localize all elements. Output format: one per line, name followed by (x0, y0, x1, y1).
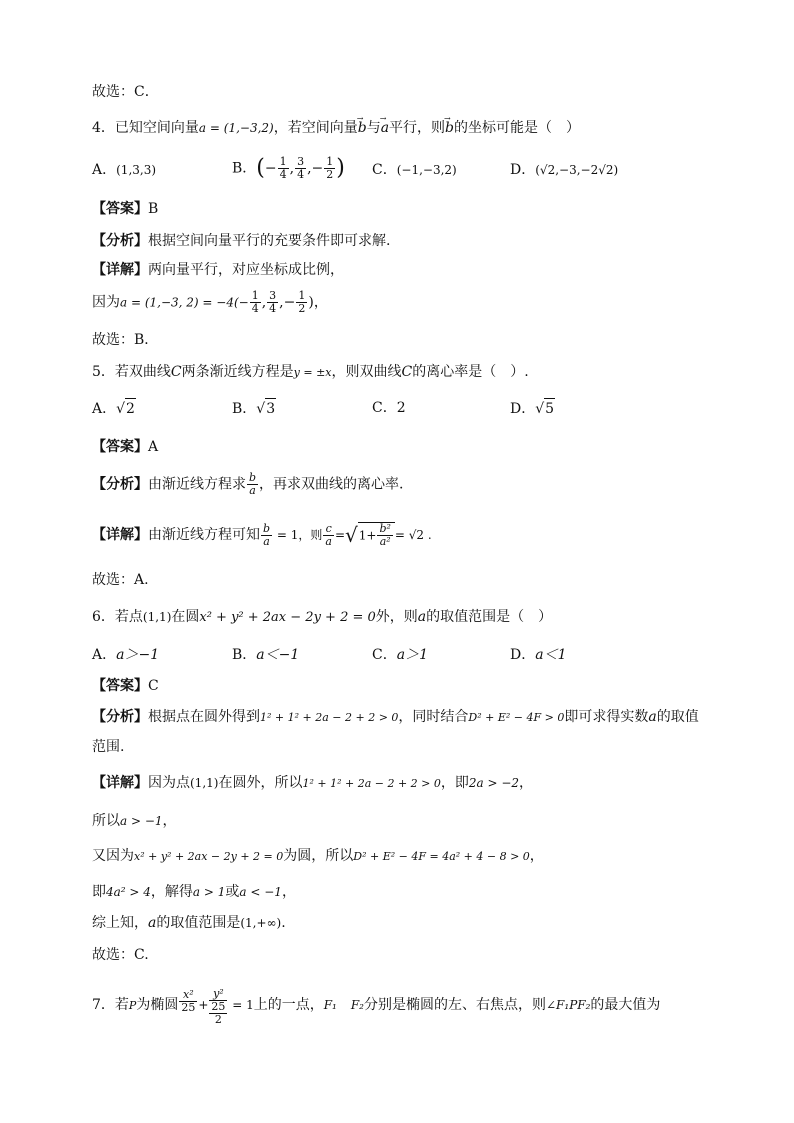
q4-vector-a-ref: → a (381, 118, 389, 138)
q6-stem-c: 外，则 (375, 609, 418, 625)
q4-detail-equation: 因为a = (1,−3, 2) = −4(− $\frac{1}{4}$ , $\frac{3}{4}$ ,− $\frac{1}{2}$ )， (92, 289, 328, 315)
detail-tag: 【详解】 (92, 262, 148, 278)
q7-stem: 7．若P为椭圆 $\frac{\text{x²}}{25}$ + y² 25 2 = 1上的一点，F₁ F₂分别是椭圆的左、右焦点，则∠F₁PF₂的最大值为 (92, 987, 661, 1026)
q6-option-b (232, 645, 299, 665)
detail-text: ， (519, 775, 534, 791)
var-f1: F₁ (323, 998, 337, 1012)
option-label: A． (92, 401, 117, 417)
detail-text: 又因为 (92, 848, 134, 864)
q7-stem-c: 上的一点， (253, 997, 324, 1013)
frac-b2-a2: $\frac{\text{b²}}{\text{a²}}$ (379, 522, 391, 548)
range: (1,+∞) (240, 916, 282, 930)
option-value: (−1,−3,2) (396, 163, 457, 177)
q4-detail (92, 260, 344, 280)
q6-detail (92, 773, 533, 794)
option-value: a＞−1 (116, 647, 160, 663)
q6-stem-a: 6．若点 (92, 609, 143, 625)
q6-summary (92, 913, 286, 933)
detail-text: 综上知， (92, 915, 148, 931)
detail-text: ，即 (440, 775, 469, 791)
q4-answer (92, 199, 158, 219)
analysis-text: 即可求得实数 (564, 709, 649, 725)
q6-also (92, 846, 544, 867)
analysis-tag: 【分析】 (92, 709, 148, 725)
q6-so (92, 811, 177, 831)
detail-text: 因为点 (148, 775, 190, 791)
q4-stem-b: ，若空间向量 (273, 120, 358, 136)
option-value: (1,3,3) (116, 163, 157, 177)
q6-final: 故选：C. (92, 947, 149, 963)
q6-option-c (372, 645, 428, 665)
frac-b-a: $\frac{b}{a}$ (263, 521, 271, 548)
q4-vector-b: → b (358, 118, 367, 138)
answer-value: B (148, 201, 159, 217)
analysis-text: 根据点在圆外得到 (148, 709, 260, 725)
option-label: A． (92, 162, 117, 178)
analysis-eq: D² + E² − 4F > 0 (468, 711, 565, 724)
var-a: a (148, 915, 157, 931)
var-a: a (648, 709, 657, 725)
detail-eq: x² + y² + 2ax − 2y + 2 = 0 (134, 850, 284, 863)
option-label: D． (510, 401, 536, 417)
detail-eq: 4a² > 4 (106, 885, 151, 899)
analysis-tag: 【分析】 (92, 233, 148, 249)
q5-answer (92, 437, 158, 457)
q4-option-a (92, 160, 156, 180)
option-label: D． (510, 647, 536, 663)
detail-eq: a < −1 (239, 885, 282, 899)
answer-tag: 【答案】 (92, 678, 148, 694)
var-c: C (170, 364, 182, 380)
q5-stem-a: 5．若双曲线 (92, 364, 171, 380)
q6-analysis-cont: 范围. (92, 739, 125, 755)
detail-text: ， (281, 884, 296, 900)
equation-text: a = (1,−3, 2) = −4(− (120, 295, 249, 310)
detail-text: 两向量平行，对应坐标成比例， (148, 262, 344, 278)
q4-stem-e: 的坐标可能是（ ） (454, 120, 581, 136)
frac-x2-25: $\frac{\text{x²}}{25}$ (181, 988, 196, 1014)
q4-stem-a: 4．已知空间向量 (92, 120, 199, 136)
q5-stem-c: ，则双曲线 (331, 364, 402, 380)
option-value: 3 (265, 398, 276, 419)
analysis-text: 根据空间向量平行的充要条件即可求解. (148, 233, 391, 249)
detail-eq: 1² + 1² + 2a − 2 + 2 > 0 (302, 777, 441, 790)
q5-option-a: A．√2 (92, 398, 136, 419)
circle-equation: x² + y² + 2ax − 2y + 2 = 0 (199, 610, 376, 625)
equation-tail: = 1 (228, 998, 254, 1012)
answer-value: C (148, 678, 159, 694)
frac-y2-25-over-2: y² 25 2 (211, 987, 226, 1026)
asymptote-eq: y = ±x (293, 366, 332, 379)
frac-1-2: $\frac{1}{2}$ (326, 155, 334, 181)
option-label: B． (232, 647, 257, 663)
q6-stem-d: 的取值范围是（ ） (426, 609, 553, 625)
q6-stem-b: 在圆 (171, 609, 200, 625)
frac-1-4: $\frac{1}{4}$ (279, 155, 287, 181)
option-value: a＜−1 (256, 647, 300, 663)
point: (1,1) (190, 776, 219, 790)
q4-stem-d: 平行，则 (389, 120, 446, 136)
q6-analysis (92, 707, 699, 728)
q5-option-d: D．√5 (510, 398, 555, 419)
option-value: 5 (544, 398, 555, 419)
detail-text: 即 (92, 884, 106, 900)
detail-text: ， (162, 813, 177, 829)
q4-analysis (92, 231, 390, 251)
detail-text: ， (529, 848, 544, 864)
q4-option-b: B．(− $\frac{1}{4}$ , $\frac{3}{4}$ ,− $\frac{1}{2}$ ) (232, 155, 345, 181)
detail-eq: a > 1 (192, 885, 226, 899)
q4-stem (92, 118, 580, 138)
frac-b-a: $\frac{b}{a}$ (249, 471, 257, 497)
line-q3-final: 故选：C． (92, 84, 159, 100)
q6-option-a (92, 645, 159, 665)
q6-option-d (510, 645, 567, 665)
detail-tag: 【详解】 (92, 527, 148, 543)
detail-text: 或 (225, 884, 240, 900)
analysis-text: 由渐近线方程求 (148, 476, 246, 493)
option-label: C． (372, 647, 397, 663)
answer-tag: 【答案】 (92, 439, 148, 455)
q5-detail: 【详解】由渐近线方程可知 $\frac{b}{a}$ = 1，则 $\frac{c}{a}$ =√1+ $\frac{\text{b²}}{\text{a²}}$ = √2 . (92, 521, 432, 548)
option-label: D． (510, 162, 536, 178)
detail-text: 在圆外，所以 (218, 775, 303, 791)
q6-solve (92, 882, 296, 902)
option-value: 2 (396, 400, 406, 416)
point: (1,1) (142, 610, 172, 624)
var-p: P (128, 999, 137, 1012)
q7-stem-e: 的最大值为 (590, 997, 661, 1013)
frac-3-4: $\frac{3}{4}$ (297, 155, 305, 181)
detail-text: . (281, 915, 286, 931)
option-label: B． (232, 401, 257, 417)
analysis-text: ，同时结合 (398, 709, 469, 725)
detail-text: 所以 (92, 813, 120, 829)
detail-text: 由渐近线方程可知 (148, 527, 260, 543)
q6-stem (92, 607, 552, 628)
q4-option-c (372, 160, 457, 180)
option-label: C． (372, 400, 397, 416)
q5-option-b: B．√3 (232, 398, 276, 419)
equation-tail: )， (308, 294, 328, 311)
analysis-tag: 【分析】 (92, 476, 148, 493)
option-value: a＞1 (396, 647, 428, 663)
var-f2: F₂ (350, 998, 364, 1012)
analysis-text: 的取值 (656, 709, 699, 725)
q4-stem-c: 与 (366, 120, 381, 136)
detail-text: 的取值范围是 (156, 915, 241, 931)
analysis-text: ，再求双曲线的离心率. (259, 476, 404, 493)
q5-analysis (92, 472, 404, 497)
q7-stem-b: 为椭圆 (136, 997, 179, 1013)
q7-stem-a: 7．若 (92, 997, 129, 1013)
detail-text: = 1，则 (273, 528, 323, 542)
detail-text: ，解得 (150, 884, 193, 900)
detail-eq: D² + E² − 4F = 4a² + 4 − 8 > 0 (353, 850, 530, 863)
var-c: C (401, 364, 413, 380)
q6-answer (92, 676, 159, 696)
angle: ∠F₁PF₂ (546, 998, 591, 1012)
option-label: A． (92, 647, 117, 663)
detail-tag: 【详解】 (92, 775, 148, 791)
detail-eq: 2a > −2 (468, 776, 520, 790)
q5-option-c (372, 398, 406, 418)
q5-stem-d: 的离心率是（ ）. (412, 364, 529, 380)
option-value: (√2,−3,−2√2) (535, 163, 619, 177)
answer-tag: 【答案】 (92, 201, 148, 217)
q4-vector-b-ref: → b (445, 118, 454, 138)
option-label: C． (372, 162, 397, 178)
because-text: 因为 (92, 294, 120, 311)
detail-text: 为圆，所以 (283, 848, 354, 864)
detail-text: = √2 . (394, 528, 432, 542)
frac-c-a: $\frac{c}{a}$ (325, 521, 332, 548)
frac-3-4: $\frac{3}{4}$ (269, 289, 277, 315)
var-a: a (417, 609, 427, 625)
q4-option-d (510, 160, 618, 180)
option-label: B． (232, 160, 257, 177)
analysis-eq: 1² + 1² + 2a − 2 + 2 > 0 (260, 711, 399, 724)
detail-eq: a > −1 (120, 814, 163, 828)
q7-stem-d: 分别是椭圆的左、右焦点，则 (364, 997, 546, 1013)
minus-sign: − (264, 160, 277, 177)
q4-final: 故选：B． (92, 332, 159, 348)
frac-1-2: $\frac{1}{2}$ (298, 289, 306, 315)
q4-vector-a: a = (1,−3,2) (198, 121, 274, 135)
frac-1-4: $\frac{1}{4}$ (251, 289, 259, 315)
option-value: a＜1 (535, 647, 567, 663)
option-value: 2 (125, 398, 136, 419)
q5-stem-b: 两条渐近线方程是 (181, 364, 294, 380)
answer-value: A (148, 439, 159, 455)
q5-stem (92, 362, 529, 383)
q5-final: 故选：A. (92, 572, 149, 588)
